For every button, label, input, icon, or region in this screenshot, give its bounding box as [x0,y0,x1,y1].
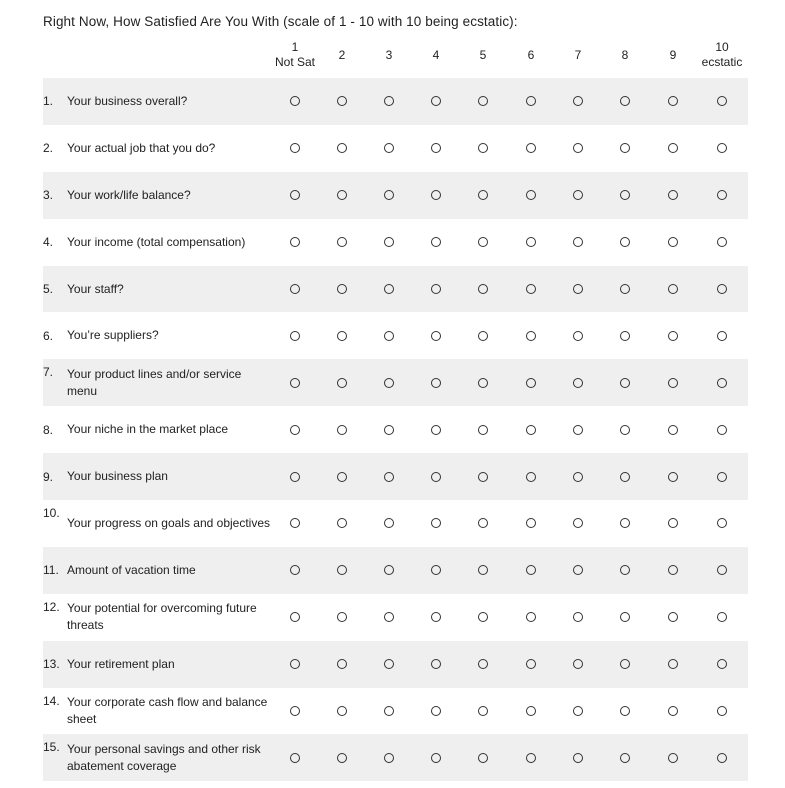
rating-radio-2[interactable] [337,472,347,482]
rating-radio-5[interactable] [478,472,488,482]
rating-radio-8[interactable] [620,518,630,528]
question-text: Your staff? [67,281,124,296]
question-number: 7. [43,365,54,380]
scale-number: 8 [621,48,629,62]
rating-radio-3[interactable] [384,378,394,388]
scale-number: 4 [432,48,440,62]
rating-radio-8[interactable] [620,378,630,388]
rating-radio-7[interactable] [573,612,583,622]
rating-radio-8[interactable] [620,237,630,247]
rating-radio-6[interactable] [526,612,536,622]
question-row [43,172,748,219]
rating-radio-7[interactable] [573,425,583,435]
rating-radio-3[interactable] [384,331,394,341]
question-row [43,312,748,359]
rating-radio-2[interactable] [337,378,347,388]
rating-radio-2[interactable] [337,190,347,200]
rating-radio-10[interactable] [717,425,727,435]
question-number: 1. [43,94,54,109]
rating-radio-10[interactable] [717,96,727,106]
rating-radio-2[interactable] [337,237,347,247]
rating-radio-3[interactable] [384,96,394,106]
rating-radio-2[interactable] [337,284,347,294]
rating-radio-10[interactable] [717,659,727,669]
rating-radio-7[interactable] [573,706,583,716]
rating-radio-2[interactable] [337,612,347,622]
rating-radio-4[interactable] [431,659,441,669]
scale-number: 9 [669,48,677,62]
rating-radio-7[interactable] [573,378,583,388]
rating-radio-10[interactable] [717,237,727,247]
rating-radio-2[interactable] [337,565,347,575]
question-text: You’re suppliers? [67,328,159,343]
rating-radio-9[interactable] [668,706,678,716]
rating-radio-3[interactable] [384,190,394,200]
rating-radio-1[interactable] [290,659,300,669]
rating-radio-5[interactable] [478,659,488,669]
rating-radio-5[interactable] [478,518,488,528]
rating-radio-8[interactable] [620,659,630,669]
rating-radio-9[interactable] [668,237,678,247]
rating-radio-2[interactable] [337,518,347,528]
question-row [43,594,748,641]
rating-radio-7[interactable] [573,472,583,482]
rating-radio-7[interactable] [573,96,583,106]
rating-radio-4[interactable] [431,190,441,200]
question-number: 11. [43,563,59,578]
rating-radio-8[interactable] [620,706,630,716]
rating-radio-2[interactable] [337,96,347,106]
rating-radio-3[interactable] [384,706,394,716]
question-number: 6. [43,328,54,343]
scale-sublabel: ecstatic [701,55,743,69]
rating-radio-4[interactable] [431,518,441,528]
rating-radio-4[interactable] [431,237,441,247]
rating-radio-8[interactable] [620,331,630,341]
rating-radio-4[interactable] [431,753,441,763]
question-text: Your business plan [67,469,168,484]
rating-radio-6[interactable] [526,331,536,341]
rating-radio-6[interactable] [526,378,536,388]
scale-number: 1 [291,40,299,54]
rating-radio-1[interactable] [290,190,300,200]
question-row [43,125,748,172]
rating-radio-1[interactable] [290,565,300,575]
scale-number: 3 [385,48,393,62]
rating-radio-4[interactable] [431,378,441,388]
question-row [43,453,748,500]
rating-radio-6[interactable] [526,284,536,294]
question-row [43,688,748,735]
rating-radio-10[interactable] [717,706,727,716]
question-text: Your business overall? [67,93,188,108]
rating-radio-5[interactable] [478,284,488,294]
question-text: Your potential for overcoming future threats [67,601,257,633]
question-row [43,641,748,688]
question-number: 10. [43,506,60,521]
question-number: 8. [43,422,54,437]
rating-radio-1[interactable] [290,378,300,388]
rating-radio-1[interactable] [290,284,300,294]
rating-radio-9[interactable] [668,331,678,341]
rating-radio-7[interactable] [573,331,583,341]
rating-radio-5[interactable] [478,753,488,763]
rating-radio-3[interactable] [384,143,394,153]
rating-radio-9[interactable] [668,143,678,153]
rating-radio-4[interactable] [431,472,441,482]
rating-radio-3[interactable] [384,753,394,763]
rating-radio-4[interactable] [431,565,441,575]
rating-radio-6[interactable] [526,753,536,763]
rating-radio-2[interactable] [337,753,347,763]
scale-label-10 [692,40,752,70]
rating-radio-8[interactable] [620,753,630,763]
rating-radio-6[interactable] [526,190,536,200]
rating-radio-8[interactable] [620,284,630,294]
question-text: Your income (total compensation) [67,234,246,249]
rating-radio-7[interactable] [573,284,583,294]
rating-radio-3[interactable] [384,612,394,622]
rating-radio-2[interactable] [337,706,347,716]
rating-radio-1[interactable] [290,331,300,341]
rating-radio-10[interactable] [717,565,727,575]
scale-number: 10 [715,40,729,54]
rating-radio-5[interactable] [478,237,488,247]
rating-radio-10[interactable] [717,518,727,528]
question-number: 14. [43,693,60,708]
question-text: Your personal savings and other risk abatement coverage [67,741,261,773]
question-row [43,734,748,781]
rating-radio-1[interactable] [290,518,300,528]
rating-radio-5[interactable] [478,96,488,106]
question-number: 12. [43,599,60,614]
question-text: Your corporate cash flow and balance sheet [67,695,268,727]
rating-radio-10[interactable] [717,378,727,388]
rating-radio-5[interactable] [478,143,488,153]
rating-radio-6[interactable] [526,565,536,575]
rating-radio-5[interactable] [478,331,488,341]
rating-radio-4[interactable] [431,706,441,716]
rating-radio-4[interactable] [431,96,441,106]
question-text: Your work/life balance? [67,187,191,202]
question-text: Your product lines and/or service menu [67,366,242,398]
rating-radio-9[interactable] [668,472,678,482]
question-text: Amount of vacation time [67,562,196,577]
rating-radio-1[interactable] [290,96,300,106]
rating-radio-2[interactable] [337,659,347,669]
rating-radio-1[interactable] [290,143,300,153]
rating-radio-10[interactable] [717,472,727,482]
question-row [43,406,748,453]
rating-radio-3[interactable] [384,565,394,575]
rating-radio-9[interactable] [668,518,678,528]
rating-radio-1[interactable] [290,753,300,763]
rating-radio-9[interactable] [668,190,678,200]
rating-radio-4[interactable] [431,284,441,294]
rating-radio-4[interactable] [431,612,441,622]
question-number: 4. [43,235,54,250]
rating-radio-7[interactable] [573,753,583,763]
rating-radio-7[interactable] [573,518,583,528]
question-row [43,359,748,406]
scale-number: 6 [527,48,535,62]
rating-radio-7[interactable] [573,143,583,153]
rating-radio-9[interactable] [668,378,678,388]
rating-radio-7[interactable] [573,190,583,200]
rating-radio-10[interactable] [717,143,727,153]
question-row [43,219,748,266]
rating-radio-1[interactable] [290,472,300,482]
rating-radio-6[interactable] [526,425,536,435]
rating-radio-5[interactable] [478,378,488,388]
rating-radio-9[interactable] [668,284,678,294]
rating-radio-6[interactable] [526,96,536,106]
question-row [43,547,748,594]
rating-radio-10[interactable] [717,753,727,763]
scale-sublabel: Not Sat [274,55,316,69]
rating-radio-3[interactable] [384,518,394,528]
question-number: 2. [43,141,54,156]
rating-radio-6[interactable] [526,706,536,716]
rating-radio-7[interactable] [573,565,583,575]
rating-radio-3[interactable] [384,425,394,435]
scale-header [0,40,785,76]
rating-radio-6[interactable] [526,518,536,528]
rating-radio-8[interactable] [620,190,630,200]
rating-radio-4[interactable] [431,425,441,435]
question-number: 5. [43,282,54,296]
question-number: 3. [43,188,54,203]
rating-radio-3[interactable] [384,237,394,247]
rating-radio-8[interactable] [620,565,630,575]
question-list [43,78,748,781]
question-text: Your niche in the market place [67,422,228,437]
question-number: 15. [43,740,60,755]
rating-radio-9[interactable] [668,96,678,106]
rating-radio-10[interactable] [717,612,727,622]
question-text: Your progress on goals and objectives [67,515,271,530]
rating-radio-9[interactable] [668,565,678,575]
question-text: Your actual job that you do? [67,140,216,155]
rating-radio-10[interactable] [717,331,727,341]
rating-radio-7[interactable] [573,659,583,669]
rating-radio-9[interactable] [668,612,678,622]
rating-radio-1[interactable] [290,425,300,435]
scale-number: 5 [479,48,487,62]
rating-radio-6[interactable] [526,472,536,482]
rating-radio-9[interactable] [668,659,678,669]
rating-radio-5[interactable] [478,612,488,622]
survey-title: Right Now, How Satisfied Are You With (scale of 1 - 10 with 10 being ecstatic): [43,14,518,29]
rating-radio-3[interactable] [384,284,394,294]
rating-radio-6[interactable] [526,143,536,153]
rating-radio-5[interactable] [478,706,488,716]
rating-radio-5[interactable] [478,425,488,435]
rating-radio-4[interactable] [431,331,441,341]
rating-radio-2[interactable] [337,331,347,341]
rating-radio-2[interactable] [337,143,347,153]
rating-radio-8[interactable] [620,96,630,106]
rating-radio-8[interactable] [620,472,630,482]
rating-radio-5[interactable] [478,190,488,200]
rating-radio-2[interactable] [337,425,347,435]
rating-radio-4[interactable] [431,143,441,153]
rating-radio-8[interactable] [620,425,630,435]
rating-radio-9[interactable] [668,425,678,435]
question-row [43,500,748,547]
question-row [43,78,748,125]
rating-radio-7[interactable] [573,237,583,247]
question-row [43,266,748,313]
rating-radio-8[interactable] [620,612,630,622]
rating-radio-1[interactable] [290,706,300,716]
scale-number: 2 [338,48,346,62]
scale-number: 7 [574,48,582,62]
rating-radio-3[interactable] [384,659,394,669]
rating-radio-3[interactable] [384,472,394,482]
rating-radio-1[interactable] [290,237,300,247]
rating-radio-6[interactable] [526,237,536,247]
rating-radio-6[interactable] [526,659,536,669]
question-number: 9. [43,469,54,484]
question-text: Your retirement plan [67,656,175,671]
rating-radio-8[interactable] [620,143,630,153]
rating-radio-1[interactable] [290,612,300,622]
rating-radio-9[interactable] [668,753,678,763]
rating-radio-10[interactable] [717,190,727,200]
rating-radio-10[interactable] [717,284,727,294]
question-number: 13. [43,657,60,672]
rating-radio-5[interactable] [478,565,488,575]
